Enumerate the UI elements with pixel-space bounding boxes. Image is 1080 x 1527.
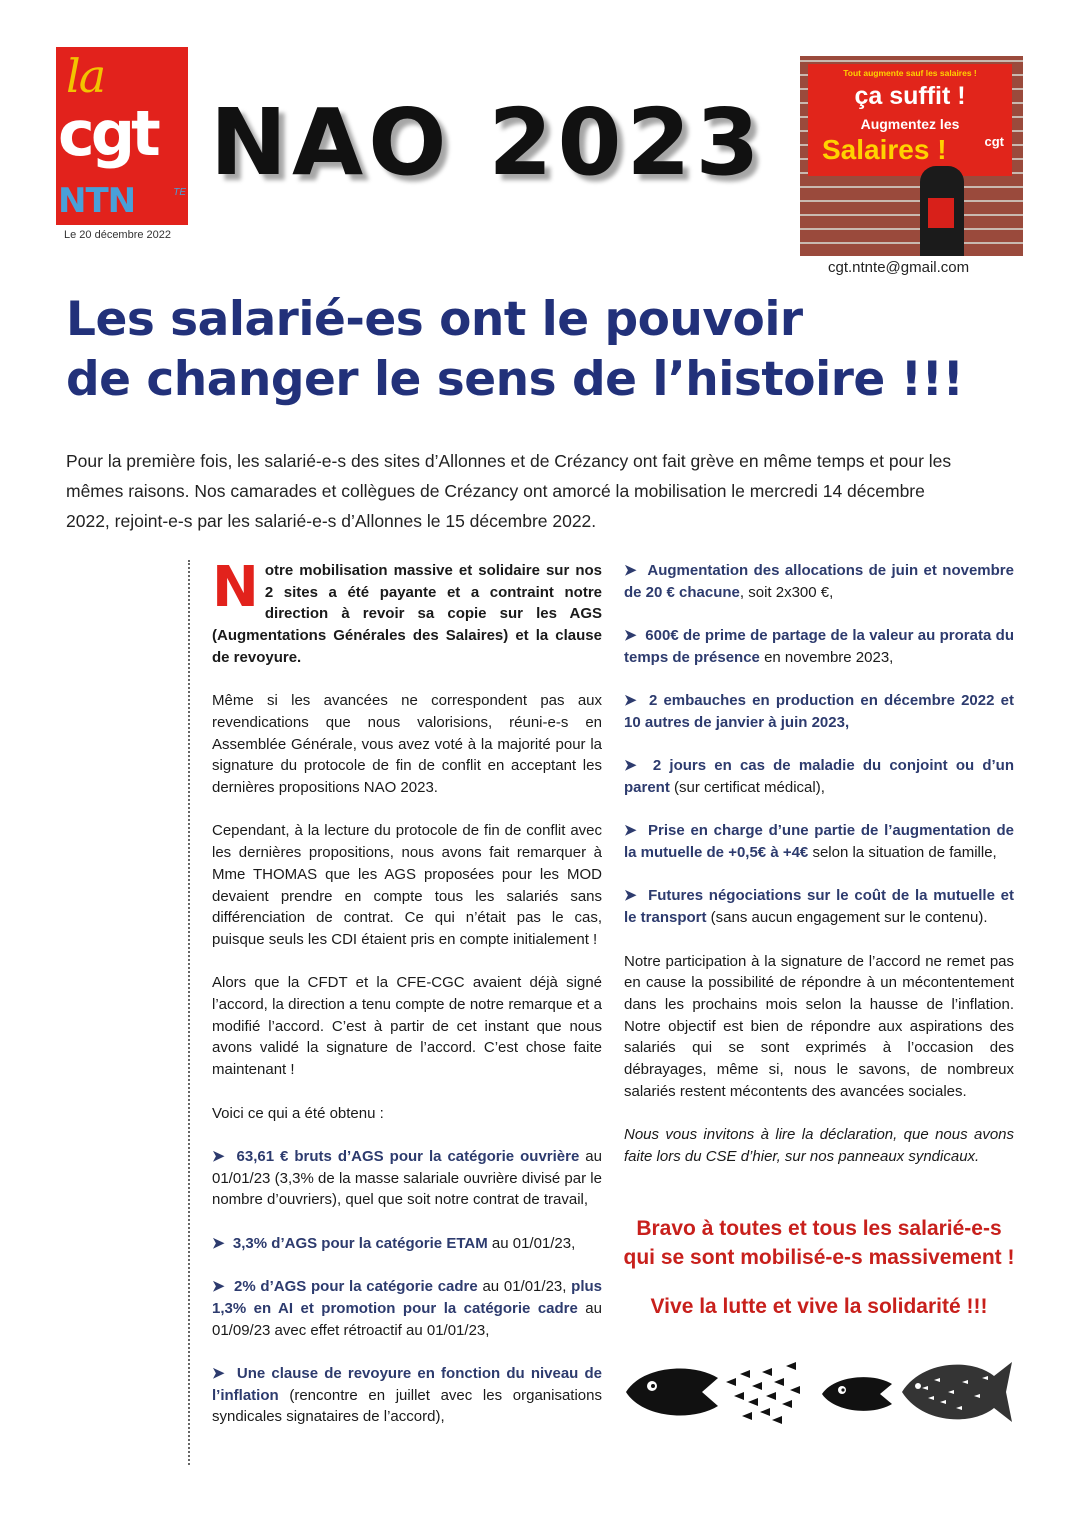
bullet-bold: 63,61 € bruts d’AGS pour la catégorie ouvrière [236,1147,580,1165]
arrowhead-bullet-icon: ➤ [212,1147,225,1165]
bullet-text: (rencontre en juillet avec les organisations syndicales signataires de l’accord), [212,1386,602,1426]
arrowhead-bullet-icon: ➤ [212,1364,225,1382]
bullet-bold: 2% d’AGS pour la catégorie cadre [234,1278,478,1296]
bullet-bold: Augmentation des allocations de juin et novembre de 20 € chacune [624,562,1014,601]
logo-cgt-text: cgt [58,97,157,170]
solidarity-slogan: Vive la lutte et vive la solidarité !!! [650,1295,988,1318]
bullet-bold: Futures négociations sur le coût de la mutuelle et le transport [624,887,1015,927]
lead-text: otre mobilisation massive et solidaire sur nos 2 sites a été payante et a contraint notre direction à revoir sa copie sur les AGS (Augmentations Générales des Salaires) et la clause de revoyure. [212,562,602,666]
paragraph-3: Cependant, à la lecture du protocole de fin de conflit avec les dernières propositions, nous avons fait remarquer à Mme THOMAS que les AGS proposées pour les MOD devaient prendre en compte tous les salariés sans différenciation de contrat. Ce qui n’était pas le cas, puisque seuls les CDI étaient pris en compte initialement ! [212,822,602,948]
poster-cgt-bag [928,198,954,228]
headline [66,290,1056,410]
salaires-poster-image [800,56,1023,256]
drop-cap: N [212,555,259,620]
paragraph-participation: Notre participation à la signature de l’accord ne remet pas en cause la possibilité de répondre à un mécontentement dans les prochains mois selon la hausse de l’inflation. Notre objectif est bien de répondre aux aspirations des salariés qui se sont exprimés à l’occasion des débrayages, même si, nous le savons, de nombreux salariés restent mécontents des avancées sociales. [624,952,1014,1100]
logo-la-text: la [66,49,105,103]
bullet-item [212,1146,602,1211]
bullet-item [624,820,1014,863]
arrowhead-bullet-icon: ➤ [624,627,637,645]
arrowhead-bullet-icon: ➤ [624,692,637,710]
headline-line-2: de changer le sens de l’histoire !!! [66,352,964,407]
poster-line-3: Augmentez les [860,116,960,132]
document-date: Le 20 décembre 2022 [64,229,172,241]
bullet-text: (sur certificat médical), [669,778,825,796]
bullet-text: selon la situation de famille, [808,844,997,862]
logo-ntn-text: NTN [58,181,136,221]
arrowhead-bullet-icon: ➤ [624,562,637,579]
bullet-text: en novembre 2023, [759,648,894,666]
poster-line-2: ça suffit ! [854,82,966,110]
bullet-text: au 01/01/23 (3,3% de la masse salariale ouvrière divisé par le nombre d’ouvriers), quel que soit notre contrat de travail, [212,1147,602,1209]
cgt-ntn-logo [56,47,188,225]
paragraph-2: Même si les avancées ne correspondent pas aux revendications que nous valorisions, réuni-e-s en Assemblée Générale, vous avez voté à la majorité pour la signature du protocole de fin de conflit en acceptant les dernières propositions NAO 2023. [212,692,602,797]
arrowhead-bullet-icon: ➤ [624,822,637,840]
small-fish-school-icon [726,1362,800,1424]
arrowhead-bullet-icon: ➤ [624,757,637,775]
bullet-bold: Prise en charge d’une partie de l’augmentation de la mutuelle de +0,5€ à +4€ [624,822,1014,862]
paragraph-5: Voici ce qui a été obtenu : [212,1104,384,1122]
bullet-bold-2: plus 1,3% en AI et promotion pour la catégorie cadre [212,1278,602,1317]
medium-fish-icon [822,1377,892,1411]
page-title: NAO 2023 [210,89,765,196]
bullet-item [624,560,1014,603]
bullet-item [624,885,1014,928]
poster-sign [808,64,1012,176]
bullet-text: au 01/01/23, [477,1278,572,1296]
bullet-bold: 600€ de prime de partage de la valeur au prorata du temps de présence [624,627,1014,666]
bullet-item [212,1276,602,1341]
bullet-item [212,1363,602,1428]
bravo-message: Bravo à toutes et tous les salarié-e-s qui se sont mobilisé-e-s massivement ! [623,1217,1015,1269]
bullet-item [624,625,1014,668]
poster-cgt: cgt [984,134,1004,149]
arrowhead-bullet-icon: ➤ [212,1278,225,1296]
arrowhead-bullet-icon: ➤ [624,887,637,905]
left-column [212,555,602,1450]
bullet-text: au 01/01/23, [487,1234,576,1252]
intro-paragraph: Pour la première fois, les salarié-e-s des sites d’Allonnes et de Crézancy ont fait grève en même temps et pour les mêmes raisons. Nos camarades et collègues de Crézancy ont amorcé la mobilisation le mercredi 14 décembre 2022, rejoint-e-s par les salarié-e-s d’Allonnes le 15 décembre 2022. [66,451,952,531]
bullet-bold: 2 jours en cas de maladie du conjoint ou d’un parent [624,757,1014,796]
arrowhead-bullet-icon: ➤ [212,1234,225,1252]
bullet-bold: 2 embauches en production en décembre 2022 et 10 autres de janvier à juin 2023, [624,692,1014,731]
bullet-text-2: au 01/09/23 avec effet rétroactif au 01/01/23, [212,1299,602,1339]
contact-email[interactable]: cgt.ntnte@gmail.com [828,259,970,276]
bullet-item [624,755,1014,798]
lead-paragraph [212,555,602,669]
logo-te-text: TE [173,187,186,198]
right-column [624,560,1014,1189]
fish-solidarity-illustration [622,1352,1014,1432]
column-divider [188,560,190,1465]
big-fish-icon [626,1369,718,1416]
poster-line-1: Tout augmente sauf les salaires ! [843,68,977,78]
paragraph-invitation: Nous vous invitons à lire la déclaration, que nous avons faite lors du CSE d’hier, sur nos panneaux syndicaux. [624,1126,1014,1165]
bullet-bold: 3,3% d’AGS pour la catégorie ETAM [232,1234,488,1252]
poster-line-4: Salaires ! [822,134,947,165]
school-big-fish-icon [902,1362,1012,1422]
paragraph-4: Alors que la CFDT et la CFE-CGC avaient déjà signé l’accord, la direction a tenu compte de notre remarque et a modifié l’accord. C’est à partir de cet instant que nous avons validé la signature de l’accord. C’est chose faite maintenant ! [212,974,602,1079]
headline-line-1: Les salarié-es ont le pouvoir [66,292,803,347]
bullet-bold: Une clause de revoyure en fonction du niveau de l’inflation [212,1364,602,1404]
bullet-item [624,690,1014,733]
bullet-item [212,1233,602,1255]
bullet-text: , soit 2x300 €, [739,583,834,601]
bullet-text: (sans aucun engagement sur le contenu). [706,909,988,927]
